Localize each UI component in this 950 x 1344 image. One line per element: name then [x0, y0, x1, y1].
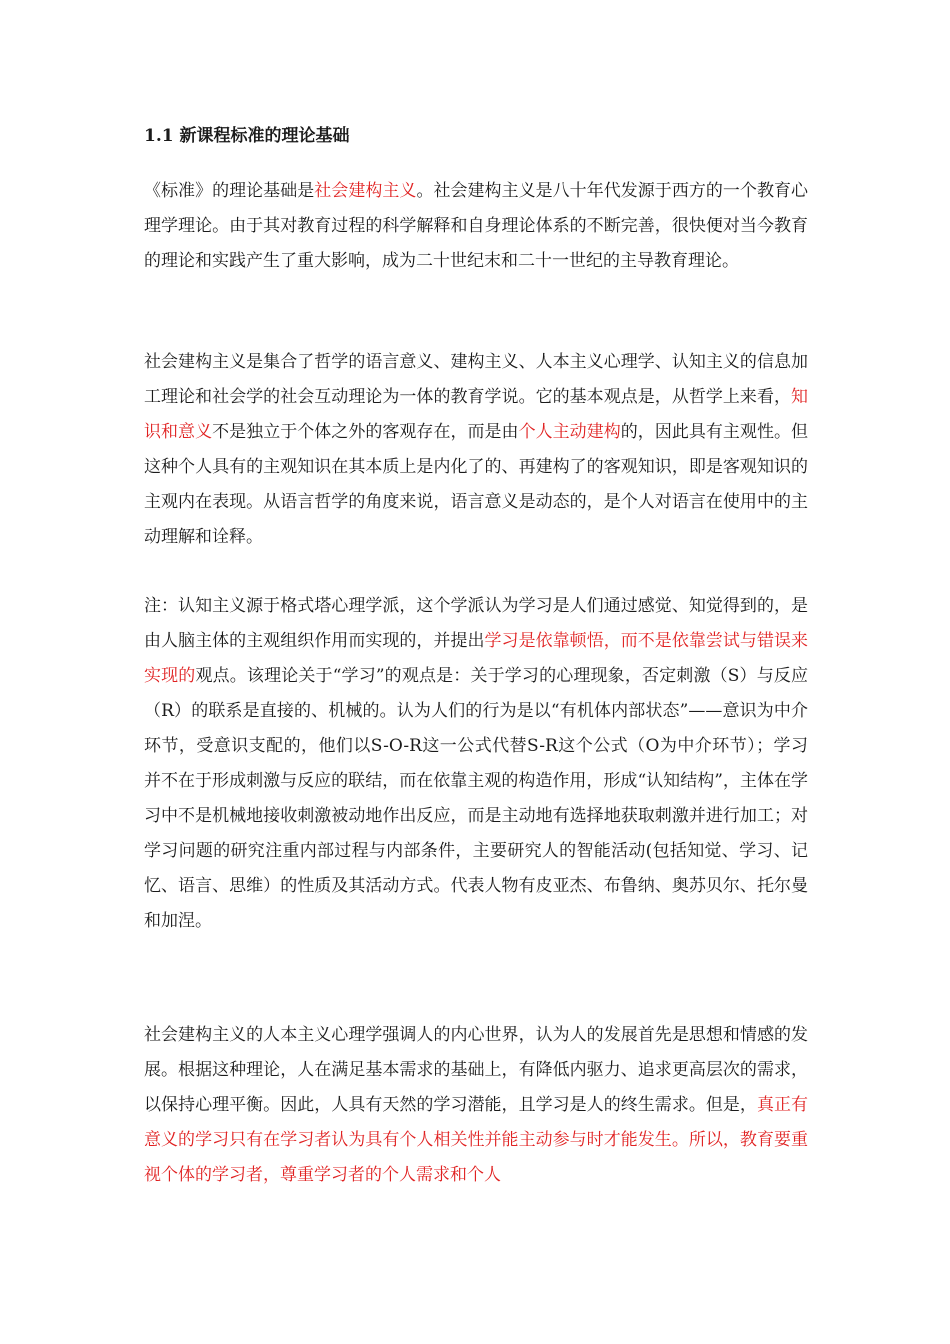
highlighted-text: 学习是依靠顿悟，而不是依靠尝试与错误来实现的 [144, 631, 809, 686]
text-segment: 注：认知主义源于格式塔心理学派，这个学派认为学习是人们通过感觉、知觉得到的，是由人脑主体的主观组织作用而实现的，并提出 [144, 596, 808, 651]
text-segment: 观点。该理论关于“学习”的观点是：关于学习的心理现象，否定刺激（S）与反应（R）的联系是直接的、机械的。认为人们的行为是以“有机体内部状态”——意识为中介环节，受意识支配的，他们以S-O-R这一公式代替S-R这个公式（O为中介环节）；学习并不在于形成刺激与反应的联结，而在依靠主观的构造作用，形成“认知结构”，主体在学习中不是机械地接收刺激被动地作出反应，而是主动地有选择地获取刺激并进行加工；对学习问题的研究注重内部过程与内部条件，主要研究人的智能活动(包括知觉、学习、记忆、语言、思维）的性质及其活动方式。代表人物有皮亚杰、布鲁纳、奥苏贝尔、托尔曼和加涅。 [144, 666, 809, 931]
highlighted-text: 社会建构主义 [314, 181, 417, 201]
text-segment: 。社会建构主义是八十年代发源于西方的一个教育心理学理论。由于其对教育过程的科学解释和自身理论体系的不断完善，很快便对当今教育的理论和实践产生了重大影响，成为二十世纪末和二十一世纪的主导教育理论。 [144, 181, 809, 271]
paragraph-note-cognitivism [144, 589, 808, 939]
text-segment: 《标准》的理论基础是 [144, 181, 315, 201]
text-segment: 的，因此具有主观性。但这种个人具有的主观知识在其本质上是内化了的、再建构了的客观知识，即是客观知识的主观内在表现。从语言哲学的角度来说，语言意义是动态的，是个人对语言在使用中的主动理解和诠释。 [144, 422, 809, 547]
highlighted-text: 真正有意义的学习只有在学习者认为具有个人相关性并能主动参与时才能发生。所以，教育要重视个体的学习者，尊重学习者的个人需求和个人 [144, 1095, 809, 1185]
text-segment: 不是独立于个体之外的客观存在，而是由 [212, 422, 519, 442]
highlighted-text: 知识和意义 [144, 387, 808, 442]
paragraph-humanistic-psychology [144, 1018, 808, 1193]
paragraph-theory-basis [144, 174, 808, 279]
text-segment: 社会建构主义是集合了哲学的语言意义、建构主义、人本主义心理学、认知主义的信息加工理论和社会学的社会互动理论为一体的教育学说。它的基本观点是，从哲学上来看， [144, 352, 808, 407]
text-segment: 社会建构主义的人本主义心理学强调人的内心世界，认为人的发展首先是思想和情感的发展。根据这种理论，人在满足基本需求的基础上，有降低内驱力、追求更高层次的需求，以保持心理平衡。因此，人具有天然的学习潜能，且学习是人的终生需求。但是， [144, 1025, 808, 1115]
highlighted-text: 个人主动建构 [518, 422, 621, 442]
paragraph-social-constructivism [144, 345, 808, 555]
section-heading: 1.1 新课程标准的理论基础 [144, 126, 350, 146]
